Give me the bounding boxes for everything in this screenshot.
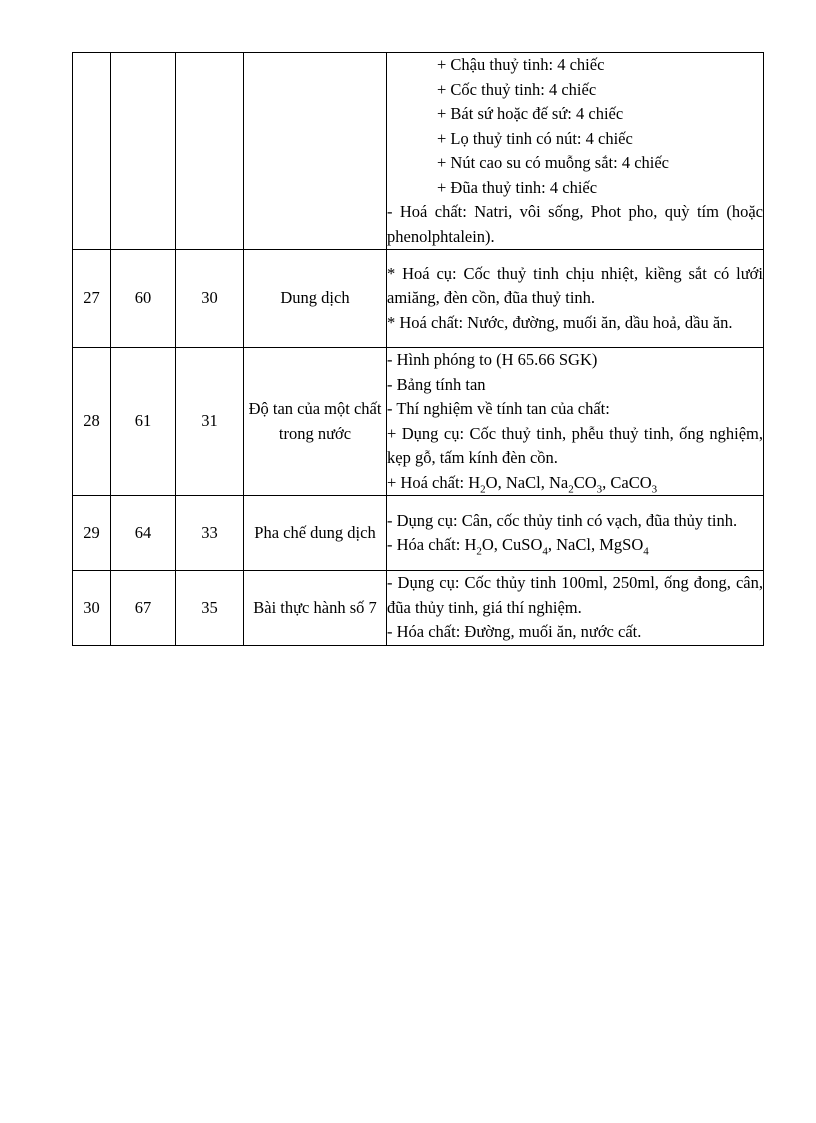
cell-period [111, 53, 176, 250]
equipment-table [72, 52, 764, 646]
experiment-line: - Thí nghiệm về tính tan của chất: [387, 399, 610, 418]
cell-no: 28 [73, 348, 111, 496]
cell-topic: Độ tan của một chất trong nước [244, 348, 387, 496]
tools-text: - Dụng cụ: Cân, cốc thủy tinh có vạch, đũa thủy tinh. [387, 510, 738, 530]
tools-text: - Dụng cụ: Cốc thủy tinh 100ml, 250ml, ống đong, cân, đũa thủy tinh, giá thí nghiệm. [387, 573, 763, 617]
cell-lesson: 35 [176, 571, 244, 646]
chemicals-text: * Hoá chất: Nước, đường, muối ăn, dầu hoả, dầu ăn. [387, 312, 733, 332]
formula-na2co3: $Na_2CO_3$ [548, 472, 603, 495]
cell-lesson: 30 [176, 250, 244, 348]
tools-text: + Dụng cụ: Cốc thuỷ tinh, phễu thuỷ tinh, ống nghiệm, kẹp gỗ, tấm kính đèn cồn. [387, 423, 763, 467]
tool-item: + Đũa thuỷ tinh: 4 chiếc [437, 177, 598, 197]
cell-lesson [176, 53, 244, 250]
formula-mgso4: MgSO$_4$ [599, 535, 649, 558]
cell-period: 60 [111, 250, 176, 348]
cell-no: 30 [73, 571, 111, 646]
cell-no [73, 53, 111, 250]
cell-lesson: 31 [176, 348, 244, 496]
formula-h2o: $H_2O$ [464, 535, 494, 558]
cell-period: 61 [111, 348, 176, 496]
tool-item: + Cốc thuỷ tinh: 4 chiếc [437, 79, 597, 99]
cell-no: 27 [73, 250, 111, 348]
table-row [73, 348, 764, 496]
tool-item: + Bát sứ hoặc đế sứ: 4 chiếc [437, 104, 624, 123]
formula-cuso4: CuSO$_4$ [502, 535, 548, 558]
formula-nacl: NaCl [505, 472, 541, 492]
tool-item: + Chậu thuỷ tinh: 4 chiếc [437, 55, 605, 74]
cell-equipment [387, 571, 764, 646]
cell-equipment [387, 348, 764, 496]
chemicals-text: - Hóa chất: Đường, muối ăn, nước cất. [387, 622, 642, 641]
solubility-table-line: - Bảng tính tan [387, 374, 486, 394]
tool-item: + Lọ thuỷ tinh có nút: 4 chiếc [437, 128, 633, 148]
table-row [73, 250, 764, 348]
table-row [73, 571, 764, 646]
formula-nacl: NaCl [556, 535, 591, 554]
formula-h2o: $H_2O$ [468, 472, 498, 495]
cell-topic: Dung dịch [244, 250, 387, 348]
cell-period: 64 [111, 496, 176, 571]
figure-line: - Hình phóng to (H 65.66 SGK) [387, 350, 598, 369]
cell-period: 67 [111, 571, 176, 646]
cell-no: 29 [73, 496, 111, 571]
tools-text: * Hoá cụ: Cốc thuỷ tinh chịu nhiệt, kiềng sắt có lưới amiăng, đèn cồn, đũa thuỷ tinh. [387, 263, 763, 308]
cell-equipment [387, 250, 764, 348]
chemicals-text: - Hóa chất: $H_2O$, CuSO$_4$, NaCl, MgSO$_4$ [387, 535, 649, 558]
cell-topic: Pha chế dung dịch [244, 496, 387, 571]
chemicals-text: - Hoá chất: Natri, vôi sống, Phot pho, quỳ tím (hoặc phenolphtalein). [387, 202, 763, 246]
table-row [73, 496, 764, 571]
tool-item: + Nút cao su có muỗng sắt: 4 chiếc [437, 153, 669, 172]
table-row-continued [73, 53, 764, 250]
chemicals-text: + Hoá chất: $H_2O$, NaCl, $Na_2CO_3$, CaCO$_3$ [387, 472, 658, 495]
cell-topic [244, 53, 387, 250]
cell-lesson: 33 [176, 496, 244, 571]
cell-topic: Bài thực hành số 7 [244, 571, 387, 646]
cell-equipment [387, 53, 764, 250]
formula-caco3: CaCO$_3$ [610, 472, 658, 495]
cell-equipment [387, 496, 764, 571]
